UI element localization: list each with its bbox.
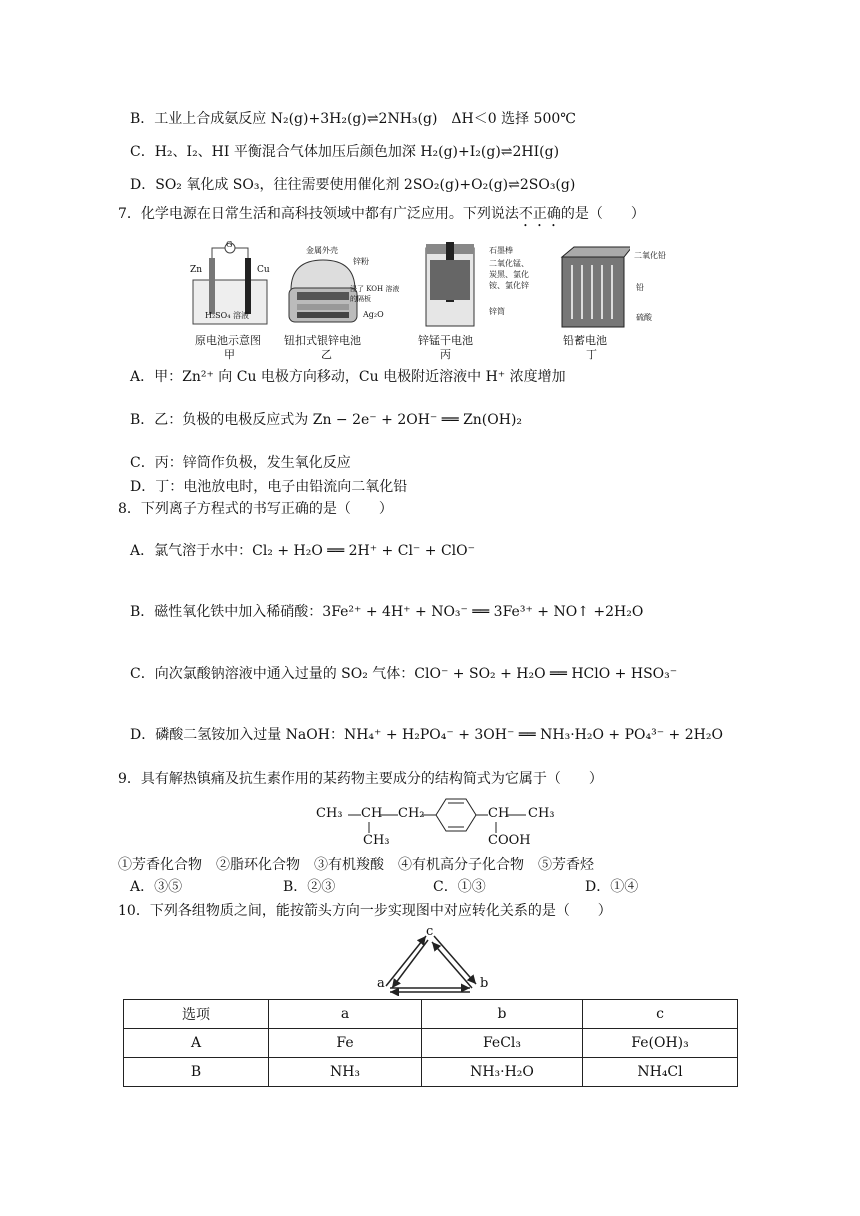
struct-ch3-left: CH₃: [316, 806, 343, 821]
fig-ding-caption: 铅蓄电池: [563, 334, 607, 347]
table-cell: NH₃: [269, 1058, 422, 1087]
graphite-rod-label: 石墨棒: [489, 246, 513, 255]
sulfuric-acid-label: 硫酸: [636, 313, 652, 322]
electrolyte-label: H₂SO₄ 溶液: [205, 311, 249, 320]
fig-yi-letter: 乙: [321, 348, 332, 361]
table-header-row: [124, 1000, 738, 1029]
paste-label-2: 炭黑、氯化: [489, 270, 529, 279]
q6-option-d: D．SO₂ 氧化成 SO₃，往往需要使用催化剂 2SO₂(g)+O₂(g)⇌2SO₃(g): [130, 177, 576, 193]
fig-ding-letter: 丁: [586, 348, 597, 361]
q7-option-a: A．甲：Zn²⁺ 向 Cu 电极方向移动，Cu 电极附近溶液中 H⁺ 浓度增加: [130, 369, 566, 385]
struct-ch-left: CH: [361, 806, 383, 821]
q9-answer-d: D．①④: [585, 879, 639, 895]
q8-option-a: A．氯气溶于水中：Cl₂ + H₂O ══ 2H⁺ + Cl⁻ + ClO⁻: [130, 543, 476, 559]
table-cell: NH₄Cl: [583, 1058, 738, 1087]
q9-answer-b: B．②③: [283, 879, 336, 895]
table-header: a: [269, 1000, 422, 1029]
table-header: c: [583, 1000, 738, 1029]
table-cell: A: [124, 1029, 269, 1058]
q7-option-d: D．丁：电池放电时，电子由铅流向二氧化铅: [130, 479, 408, 495]
table-cell: B: [124, 1058, 269, 1087]
fig-yi-caption: 钮扣式银锌电池: [284, 334, 361, 347]
table-row: [124, 1029, 738, 1058]
struct-ch3-right: CH₃: [528, 806, 555, 821]
emphasis-text: 不正确: [518, 206, 561, 222]
q9-choices: ①芳香化合物 ②脂环化合物 ③有机羧酸 ④有机高分子化合物 ⑤芳香烃: [118, 857, 594, 873]
q6-option-c: C．H₂、I₂、HI 平衡混合气体加压后颜色加深 H₂(g)+I₂(g)⇌2HI(g): [130, 144, 560, 160]
table-header: 选项: [124, 1000, 269, 1029]
dry-cell-diagram: [420, 240, 480, 330]
ag2o-label: Ag₂O: [363, 310, 384, 319]
galvanometer-label: G: [226, 240, 233, 249]
q8-option-d: D．磷酸二氢铵加入过量 NaOH：NH₄⁺ + H₂PO₄⁻ + 3OH⁻ ══ NH₃·H₂O + PO₄³⁻ + 2H₂O: [130, 727, 723, 743]
node-a: a: [377, 976, 385, 991]
fig-jia-caption: 原电池示意图: [195, 334, 261, 347]
table-cell: Fe(OH)₃: [583, 1029, 738, 1058]
zinc-can-label: 锌筒: [489, 307, 505, 316]
lead-acid-battery-diagram: [558, 243, 630, 329]
separator-label: 浸了 KOH 溶液的隔板: [350, 285, 400, 303]
table-row: [124, 1058, 738, 1087]
struct-cooh: COOH: [488, 833, 531, 848]
table-cell: Fe: [269, 1029, 422, 1058]
q7-option-b: B．乙：负极的电极反应式为 Zn − 2e⁻ + 2OH⁻ ══ Zn(OH)₂: [130, 412, 523, 428]
table-cell: FeCl₃: [422, 1029, 583, 1058]
zinc-powder-label: 锌粉: [353, 257, 369, 266]
lead-label: 铅: [636, 283, 644, 292]
q7-option-c: C．丙：锌筒作负极，发生氧化反应: [130, 455, 351, 471]
metal-case-label: 金属外壳: [306, 246, 338, 255]
q8-option-b: B．磁性氧化铁中加入稀硝酸：3Fe²⁺ + 4H⁺ + NO₃⁻ ══ 3Fe³⁺ + NO↑ +2H₂O: [130, 604, 644, 620]
struct-ch2: CH₂: [398, 806, 425, 821]
q9-stem: 9．具有解热镇痛及抗生素作用的某药物主要成分的结构简式为它属于（ ）: [118, 771, 603, 787]
options-table: [123, 999, 738, 1087]
fig-bing-letter: 丙: [440, 348, 451, 361]
paste-label-1: 二氧化锰、: [489, 259, 529, 268]
structure-bonds: [340, 795, 560, 840]
struct-ch3-bottom: CH₃: [363, 833, 390, 848]
cu-label: Cu: [257, 265, 270, 275]
fig-jia-letter: 甲: [224, 348, 235, 361]
paste-label-3: 铵、氯化锌: [489, 281, 529, 290]
zn-label: Zn: [190, 265, 203, 275]
q8-stem: 8．下列离子方程式的书写正确的是（ ）: [118, 501, 393, 517]
q8-option-c: C．向次氯酸钠溶液中通入过量的 SO₂ 气体：ClO⁻ + SO₂ + H₂O ══ HClO + HSO₃⁻: [130, 666, 678, 682]
node-c: c: [426, 924, 434, 939]
struct-ch-right: CH: [488, 806, 510, 821]
q9-answer-c: C．①③: [433, 879, 486, 895]
q7-stem: 7．化学电源在日常生活和高科技领域中都有广泛应用。下列说法不正确的是（ ）: [118, 206, 645, 222]
q10-stem: 10．下列各组物质之间，能按箭头方向一步实现图中对应转化关系的是（ ）: [118, 903, 612, 919]
q6-option-b: B．工业上合成氨反应 N₂(g)+3H₂(g)⇌2NH₃(g) ΔH＜0 选择 500℃: [130, 111, 576, 127]
q9-answer-a: A．③⑤: [130, 879, 183, 895]
fig-bing-caption: 锌锰干电池: [418, 334, 473, 347]
node-b: b: [480, 976, 489, 991]
table-cell: NH₃·H₂O: [422, 1058, 583, 1087]
pbo2-label: 二氧化铅: [634, 251, 666, 260]
table-header: b: [422, 1000, 583, 1029]
